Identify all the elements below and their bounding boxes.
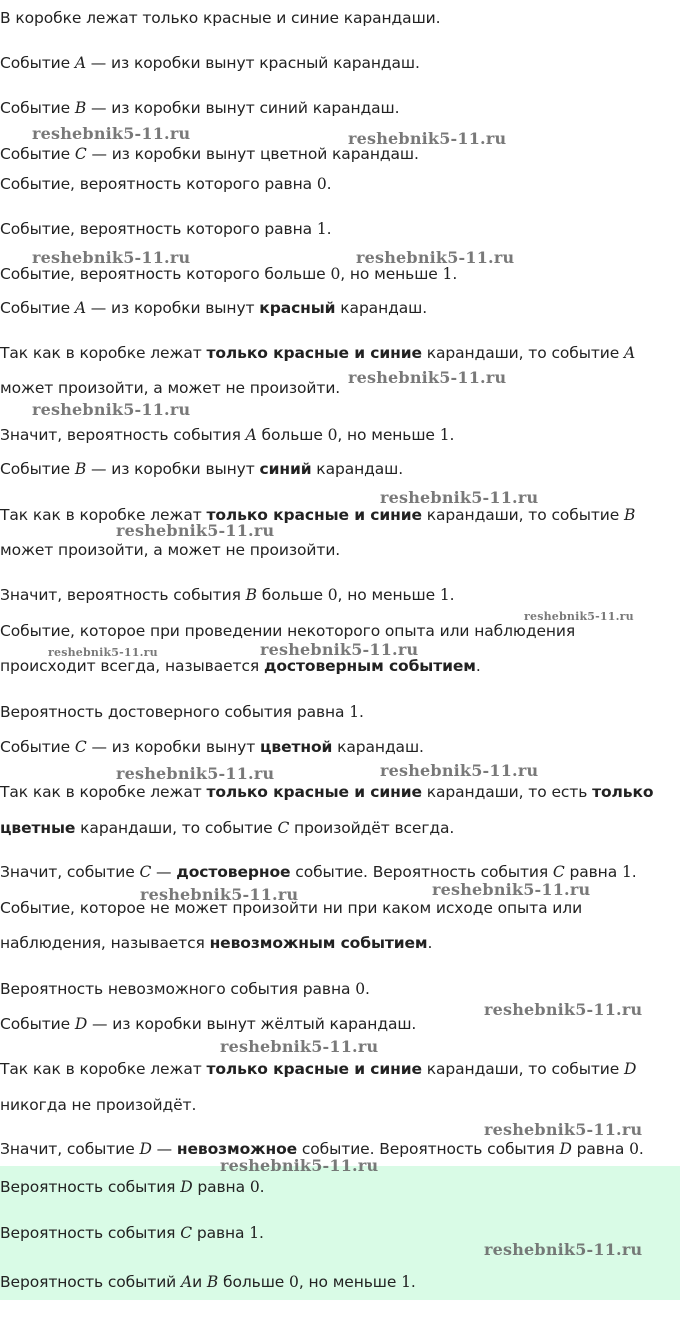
text-line: происходит всегда, называется достоверным событием. — [0, 657, 481, 675]
text-line: Событие B — из коробки вынут синий карандаш. — [0, 99, 400, 117]
text-line: В коробке лежат только красные и синие карандаши. — [0, 9, 441, 27]
text-line: Событие D — из коробки вынут жёлтый карандаш. — [0, 1015, 417, 1033]
text-line: может произойти, а может не произойти. — [0, 379, 341, 397]
watermark: reshebnik5-11.ru — [140, 885, 299, 904]
watermark: reshebnik5-11.ru — [484, 1000, 643, 1019]
watermark: reshebnik5-11.ru — [380, 761, 539, 780]
watermark: reshebnik5-11.ru — [116, 521, 275, 540]
text-line: Событие A — из коробки вынут красный карандаш. — [0, 54, 420, 72]
watermark: reshebnik5-11.ru — [432, 880, 591, 899]
text-line: Так как в коробке лежат только красные и синие карандаши, то событие B — [0, 506, 636, 524]
watermark: reshebnik5-11.ru — [220, 1037, 379, 1056]
watermark: reshebnik5-11.ru — [48, 646, 158, 659]
text-line: Событие, которое не может произойти ни при каком исходе опыта или — [0, 899, 583, 917]
text-line: Событие C — из коробки вынут цветной карандаш. — [0, 738, 424, 756]
answer-line: Вероятность событий Aи B больше 0, но меньше 1. — [0, 1273, 416, 1291]
text-line: Так как в коробке лежат только красные и синие карандаши, то событие D — [0, 1060, 637, 1078]
text-line: Значит, вероятность события A больше 0, но меньше 1. — [0, 426, 455, 444]
text-line: Вероятность невозможного события равна 0. — [0, 980, 370, 998]
text-line: Значит, событие C — достоверное событие. Вероятность события C равна 1. — [0, 863, 637, 881]
text-line: наблюдения, называется невозможным событием. — [0, 934, 433, 952]
watermark: reshebnik5-11.ru — [116, 764, 275, 783]
watermark: reshebnik5-11.ru — [484, 1120, 643, 1139]
watermark: reshebnik5-11.ru — [32, 400, 191, 419]
answer-line: Вероятность события D равна 0. — [0, 1178, 265, 1196]
text-line: цветные карандаши, то событие C произойдёт всегда. — [0, 819, 455, 837]
text-line: Так как в коробке лежат только красные и синие карандаши, то событие A — [0, 344, 636, 362]
watermark: reshebnik5-11.ru — [32, 248, 191, 267]
text-line: Событие, вероятность которого равна 0. — [0, 175, 332, 193]
watermark: reshebnik5-11.ru — [484, 1240, 643, 1259]
text-line: Событие A — из коробки вынут красный карандаш. — [0, 299, 428, 317]
text-line: Событие, вероятность которого больше 0, но меньше 1. — [0, 265, 458, 283]
watermark: reshebnik5-11.ru — [220, 1156, 379, 1175]
text-line: Значит, событие D — невозможное событие. Вероятность события D равна 0. — [0, 1140, 644, 1158]
watermark: reshebnik5-11.ru — [348, 129, 507, 148]
text-line: Значит, вероятность события B больше 0, но меньше 1. — [0, 586, 455, 604]
watermark: reshebnik5-11.ru — [380, 488, 539, 507]
text-line: Событие, которое при проведении некоторого опыта или наблюдения — [0, 622, 576, 640]
text-line: Событие B — из коробки вынут синий карандаш. — [0, 460, 404, 478]
watermark: reshebnik5-11.ru — [356, 248, 515, 267]
text-line: может произойти, а может не произойти. — [0, 541, 341, 559]
watermark: reshebnik5-11.ru — [524, 610, 634, 623]
answer-line: Вероятность события C равна 1. — [0, 1224, 264, 1242]
watermark: reshebnik5-11.ru — [348, 368, 507, 387]
text-line: Вероятность достоверного события равна 1. — [0, 703, 364, 721]
text-line: Событие, вероятность которого равна 1. — [0, 220, 332, 238]
watermark: reshebnik5-11.ru — [32, 124, 191, 143]
text-line: Событие C — из коробки вынут цветной карандаш. — [0, 145, 419, 163]
text-line: никогда не произойдёт. — [0, 1096, 197, 1114]
watermark: reshebnik5-11.ru — [260, 640, 419, 659]
text-line: Так как в коробке лежат только красные и синие карандаши, то есть только — [0, 783, 654, 801]
